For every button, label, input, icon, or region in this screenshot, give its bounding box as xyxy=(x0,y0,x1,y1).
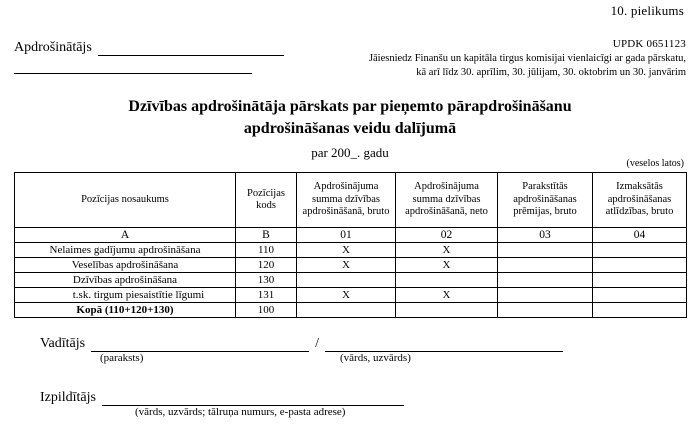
table-header-row xyxy=(15,173,687,228)
insurer-address-line[interactable] xyxy=(14,56,252,74)
col-code-04: 04 xyxy=(593,228,687,243)
col-header-name: Pozīcijas nosaukums xyxy=(15,173,236,228)
form-code: UPDK 0651123 xyxy=(612,38,686,50)
manager-name-line[interactable] xyxy=(325,338,563,352)
executor-label: Izpildītājs xyxy=(40,390,96,405)
page-title-line-2: apdrošināšanas veidu dalījumā xyxy=(243,119,457,137)
row-name: Dzīvības apdrošināšana xyxy=(15,273,236,288)
cell-03[interactable] xyxy=(498,288,593,303)
row-code: 130 xyxy=(236,273,297,288)
col-header-code: Pozīcijas kods xyxy=(236,173,297,228)
insurer-block xyxy=(14,40,284,74)
cell-02[interactable]: X xyxy=(396,243,498,258)
table-row xyxy=(15,273,687,288)
col-header-claims-gross: Izmaksātās apdrošināšanas atlīdzības, bruto xyxy=(593,173,687,228)
cell-02[interactable]: X xyxy=(396,288,498,303)
row-name: Veselības apdrošināšana xyxy=(15,258,236,273)
table-row xyxy=(15,288,687,303)
cell-02[interactable]: X xyxy=(396,258,498,273)
executor-info-line[interactable] xyxy=(102,392,404,406)
executor-captions xyxy=(40,406,680,422)
row-name: t.sk. tirgum piesaistītie līgumi xyxy=(15,288,236,303)
cell-04[interactable] xyxy=(593,303,687,318)
col-header-sum-gross: Apdrošinājuma summa dzīvības apdrošināšanā, bruto xyxy=(297,173,396,228)
insurer-row xyxy=(14,40,284,56)
units-note: (veselos latos) xyxy=(626,158,684,169)
cell-01[interactable] xyxy=(297,273,396,288)
filing-note-line-1: Jāiesniedz Finanšu un kapitāla tirgus komisijai vienlaicīgi ar gada pārskatu, xyxy=(368,53,686,64)
row-code: 100 xyxy=(236,303,297,318)
col-code-b: B xyxy=(236,228,297,243)
row-name-total: Kopā (110+120+130) xyxy=(15,303,236,318)
cell-03[interactable] xyxy=(498,258,593,273)
annex-label: 10. pielikums xyxy=(610,3,684,18)
filing-note-line-2: kā arī līdz 30. aprīlim, 30. jūlijam, 30. oktobrim un 30. janvārim xyxy=(416,67,686,79)
table-row xyxy=(15,243,687,258)
cell-01[interactable]: X xyxy=(297,258,396,273)
cell-04[interactable] xyxy=(593,288,687,303)
caption-executor-details: (vārds, uzvārds; tālruņa numurs, e-pasta adrese) xyxy=(135,406,346,418)
manager-label: Vadītājs xyxy=(40,336,86,351)
table-row xyxy=(15,258,687,273)
page-title-line-1: Dzīvības apdrošinātāja pārskats par pieņemto pārapdrošināšanu xyxy=(128,98,572,115)
caption-signature: (paraksts) xyxy=(100,352,144,364)
cell-02[interactable] xyxy=(396,273,498,288)
col-code-02: 02 xyxy=(396,228,498,243)
cell-03[interactable] xyxy=(498,273,593,288)
signature-separator: / xyxy=(315,336,319,351)
row-code: 110 xyxy=(236,243,297,258)
cell-04[interactable] xyxy=(593,243,687,258)
caption-full-name: (vārds, uzvārds) xyxy=(340,352,411,364)
table-column-code-row xyxy=(15,228,687,243)
cell-01[interactable]: X xyxy=(297,288,396,303)
row-code: 120 xyxy=(236,258,297,273)
col-code-03: 03 xyxy=(498,228,593,243)
executor-signature-row xyxy=(40,390,680,406)
page-title xyxy=(0,96,700,139)
reporting-year-line: par 200_. gadu xyxy=(311,145,389,160)
manager-signature-row xyxy=(40,336,680,352)
col-code-a: A xyxy=(15,228,236,243)
row-name: Nelaimes gadījumu apdrošināšana xyxy=(15,243,236,258)
cell-04[interactable] xyxy=(593,258,687,273)
col-code-01: 01 xyxy=(297,228,396,243)
manager-captions xyxy=(40,352,680,368)
col-header-sum-net: Apdrošinājuma summa dzīvības apdrošināšanā, neto xyxy=(396,173,498,228)
cell-02[interactable] xyxy=(396,303,498,318)
row-code: 131 xyxy=(236,288,297,303)
cell-01[interactable]: X xyxy=(297,243,396,258)
signature-area xyxy=(40,336,680,422)
manager-signature-line[interactable] xyxy=(91,338,309,352)
filing-block xyxy=(256,38,686,80)
cell-03[interactable] xyxy=(498,243,593,258)
filing-note xyxy=(256,52,686,80)
cell-03[interactable] xyxy=(498,303,593,318)
table-row xyxy=(15,303,687,318)
report-table xyxy=(14,172,687,318)
cell-04[interactable] xyxy=(593,273,687,288)
table-body xyxy=(15,243,687,318)
insurer-label: Apdrošinātājs xyxy=(14,40,92,55)
col-header-premiums-gross: Parakstītās apdrošināšanas prēmijas, bruto xyxy=(498,173,593,228)
cell-01[interactable] xyxy=(297,303,396,318)
